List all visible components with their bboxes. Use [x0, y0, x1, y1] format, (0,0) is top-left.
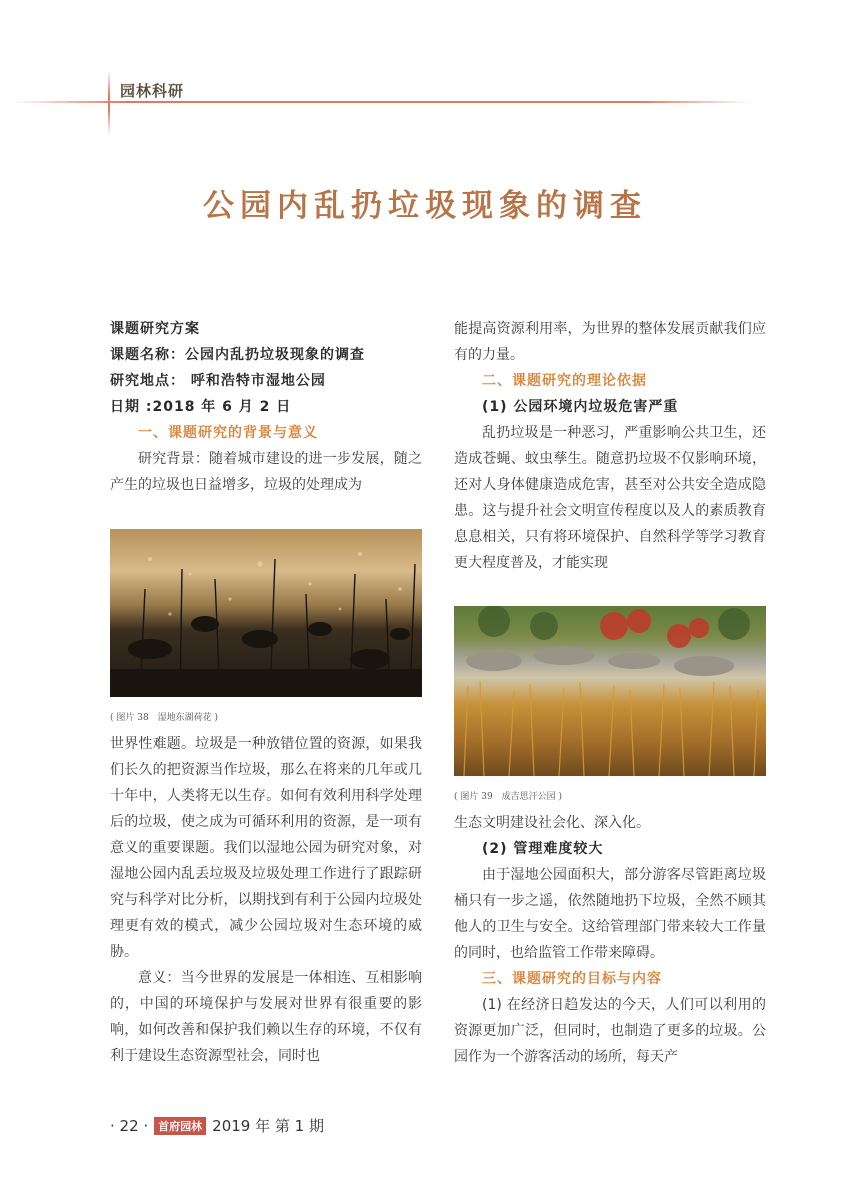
subheading-1: (1) 公园环境内垃圾危害严重	[482, 399, 679, 415]
journal-logo: 首府园林	[154, 1117, 206, 1135]
paragraph-hazard: 乱扔垃圾是一种恶习，严重影响公共卫生，还造成苍蝇、蚊虫孳生。随意扔垃圾不仅影响环境，还对人身体健康造成危害，甚至对公共安全造成隐患。这与提升社会文明宣传程度以及人的素质教育息息相关，只有将环境保护、自然科学等学习教育更大程度普及，才能实现	[454, 425, 766, 571]
paragraph-significance: 意义：当今世界的发展是一体相连、互相影响的，中国的环境保护与发展对世界有很重要的影响，如何改善和保护我们赖以生存的环境，不仅有利于建设生态资源型社会，同时也	[110, 970, 422, 1064]
left-column-bottom	[110, 711, 422, 1069]
intro-line-1: 课题研究方案	[110, 321, 200, 337]
park-photo	[454, 606, 766, 776]
intro-line-4: 日期 :2018 年 6 月 2 日	[110, 399, 292, 415]
intro-line-2: 课题名称：公园内乱扔垃圾现象的调查	[110, 347, 365, 363]
photo-caption-39: ( 图片 39 成吉思汗公园 )	[454, 792, 563, 802]
article-title: 公园内乱扔垃圾现象的调查	[203, 188, 647, 224]
issue-label: 2019 年 第 1 期	[212, 1117, 324, 1135]
section-heading-2: 二、课题研究的理论依据	[482, 373, 647, 389]
page-footer	[110, 1115, 324, 1136]
paragraph-continued: 能提高资源利用率，为世界的整体发展贡献我们应有的力量。	[454, 321, 766, 363]
photo-caption-38: ( 图片 38 湿地东湖荷花 )	[110, 713, 219, 723]
subheading-2: (2) 管理难度较大	[482, 841, 604, 857]
header-vertical-rule	[108, 70, 110, 135]
header-label: 园林科研	[120, 82, 185, 100]
right-column-bottom	[454, 790, 766, 1070]
paragraph-ecology: 生态文明建设社会化、深入化。	[454, 815, 650, 831]
header-rule	[12, 101, 752, 103]
right-column-top	[454, 316, 766, 576]
section-heading-3: 三、课题研究的目标与内容	[482, 971, 662, 987]
paragraph-management: 由于湿地公园面积大，部分游客尽管距离垃圾桶只有一步之遥，依然随地扔下垃圾，全然不顾其他人的卫生与安全。这给管理部门带来较大工作量的同时，也给监管工作带来障碍。	[454, 867, 766, 961]
paragraph-problem: 世界性难题。垃圾是一种放错位置的资源，如果我们长久的把资源当作垃圾，那么在将来的几年或几十年中，人类将无以生存。如何有效利用科学处理后的垃圾，使之成为可循环利用的资源，是一项有意义的重要课题。我们以湿地公园为研究对象，对湿地公园内乱丢垃圾及垃圾处理工作进行了跟踪研究与科学对比分析，以期找到有利于公园内垃圾处理更有效的模式，减少公园垃圾对生态环境的威胁。	[110, 736, 422, 960]
intro-line-3: 研究地点： 呼和浩特市湿地公园	[110, 373, 326, 389]
paragraph-background: 研究背景：随着城市建设的进一步发展，随之产生的垃圾也日益增多，垃圾的处理成为	[110, 451, 422, 493]
page-number: · 22 ·	[110, 1116, 149, 1135]
left-column-top	[110, 316, 422, 498]
section-heading-1: 一、课题研究的背景与意义	[138, 425, 318, 441]
paragraph-goals: (1) 在经济日趋发达的今天，人们可以利用的资源更加广泛，但同时，也制造了更多的垃圾。公园作为一个游客活动的场所，每天产	[454, 997, 766, 1065]
lotus-photo	[110, 529, 422, 697]
